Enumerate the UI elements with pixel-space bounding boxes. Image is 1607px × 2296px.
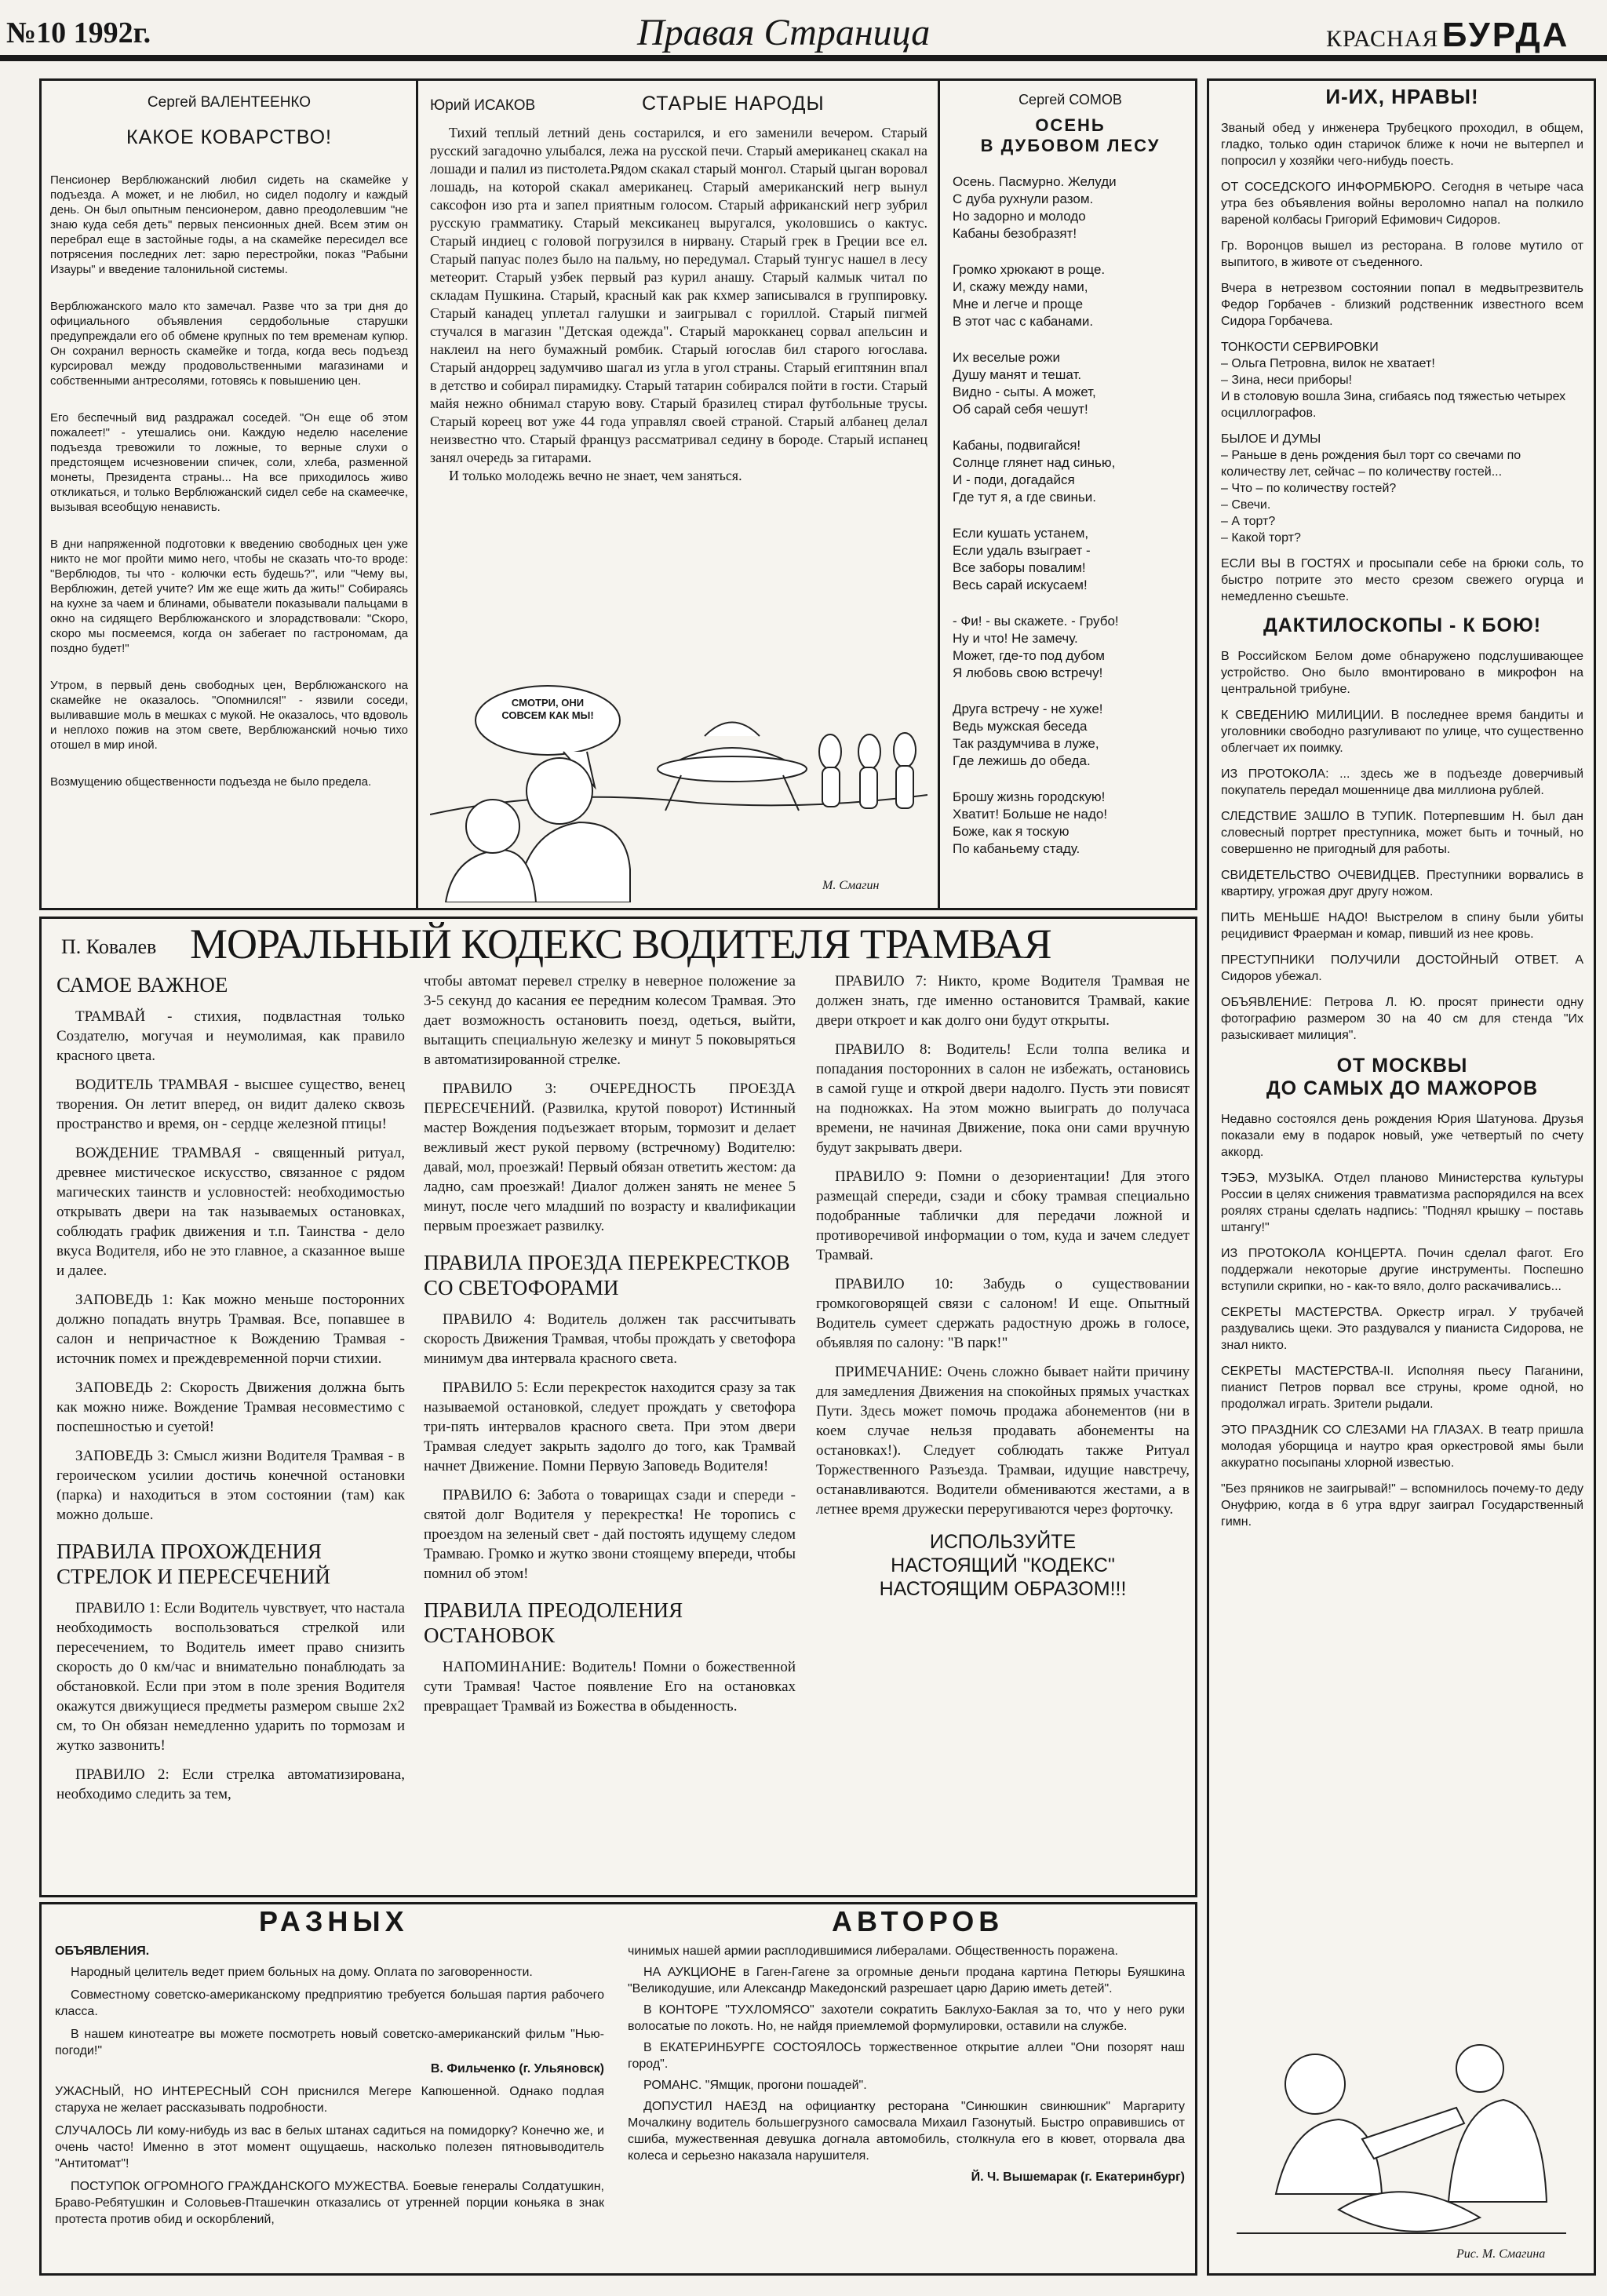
paragraph: "Без пряников не заигрывай!" – вспомнилось почему-то деду Онуфрию, когда в 6 утра вдруг заиграл Государственный гимн.	[1221, 1482, 1583, 1529]
paragraph: Званый обед у инженера Трубецкого проходил, в общем, гладко, только один старичок ближе к ночи не вытерпел и попросил у хозяйки чего-нибудь поесть.	[1221, 122, 1583, 168]
paragraph: ТОНКОСТИ СЕРВИРОВКИ – Ольга Петровна, вилок не хватает! – Зина, неси приборы! И в столовую вошла Зина, сгибаясь под тяжестью четырех осциллографов.	[1221, 341, 1566, 420]
paragraph: В нашем кинотеатре вы можете посмотреть новый советско-американский фильм "Нью-погоди!"	[55, 2028, 604, 2057]
paragraph: ЗАПОВЕДЬ 3: Смысл жизни Водителя Трамвая - в героическом усилии достичь конечной остановки (парка) и находиться в этом состоянии (там) как можно дольше.	[56, 1448, 405, 1523]
paragraph: ПРИМЕЧАНИЕ: Очень сложно бывает найти причину для замедления Движения на спокойных прямых участках Пути. Здесь может помочь продажа абонементов (ни в коем случае нельзя продавать абонементы на остановках!). Следует соблюдать также Ритуал Торжественного Разъезда. Трамваи, идущие навстречу, останавливаются. Водители обмениваются жестами, а в летнее время дружески переругиваются через форточку.	[816, 1364, 1190, 1518]
kodeks-slogan: ИСПОЛЬЗУЙТЕ НАСТОЯЩИЙ "КОДЕКС" НАСТОЯЩИМ ОБРАЗОМ!!!	[879, 1531, 1127, 1600]
kodeks-title: МОРАЛЬНЫЙ КОДЕКС ВОДИТЕЛЯ ТРАМВАЯ	[190, 920, 1051, 968]
stanza: Осень. Пасмурно. Желуди С дуба рухнули разом. Но задорно и молодо Кабаны безобразят!	[953, 174, 1117, 241]
stanza: Громко хрюкают в роще. И, скажу между нами, Мне и легче и проще В этот час с кабанами.	[953, 262, 1106, 329]
poem-somov	[953, 91, 1188, 876]
divider-1	[416, 78, 418, 910]
poem-stanzas	[953, 173, 1188, 858]
paper-name	[1326, 16, 1569, 55]
paragraph: ПРАВИЛО 10: Забудь о существовании громкоговорящей связи с салоном! И еще. Опытный Водитель сумеет сдержать радостную дрожь в голосе, объявляя по салону: "В парк!"	[816, 1276, 1190, 1351]
cartoon-musicians-drawing	[1221, 2014, 1583, 2269]
paragraph: РОМАНС. "Ямщик, прогони пошадей".	[643, 2079, 867, 2092]
paragraph: ПРАВИЛО 5: Если перекресток находится сразу за так называемой остановкой, следует прождать у светофора три-пять интервалов красного света. При этом двери Трамвая следует закрыть задолго до того, как Трамвай начнет Движение. Помни Первую Заповедь Водителя!	[424, 1379, 796, 1474]
paragraph: ЗАПОВЕДЬ 1: Как можно меньше посторонних должно попадать внутрь Трамвая. Все, попавшее в салон и непричастное к Вождению Трамвая - источник помех и преждевременной порчи стихии.	[56, 1292, 405, 1367]
article-isakov	[430, 93, 927, 494]
paragraph: ВОДИТЕЛЬ ТРАМВАЯ - высшее существо, венец творения. Он летит вперед, он видит далеко сквозь пространство и время, он - сердце железной птицы!	[56, 1077, 405, 1132]
paragraph: Гр. Воронцов вышел из ресторана. В голове мутило от выпитого, в животе от съеденного.	[1221, 239, 1583, 269]
paragraph: ТРАМВАЙ - стихия, подвластная только Создателю, могучая и неумолимая, как правило красного цвета.	[56, 1008, 405, 1064]
paragraph: ПРАВИЛО 9: Помни о дезориентации! Для этого размещай спереди, сзади и сбоку трамвая специально подобранные таблички для передачи ложной и противоречивой информации о том, куда и зачем следует Трамвай.	[816, 1168, 1190, 1263]
paragraph: ОБЪЯВЛЕНИЕ: Петрова Л. Ю. просят принести одну фотографию размером 30 на 40 см для стенда "Их разыскивает милиция".	[1221, 996, 1583, 1042]
bottom-col-left	[55, 1943, 604, 2268]
paragraph: СВИДЕТЕЛЬСТВО ОЧЕВИДЦЕВ. Преступники ворвались в квартиру, угрожая друг другу ножом.	[1221, 869, 1583, 898]
paragraph: Тихий теплый летний день состарился, и его заменили вечером. Старый русский загадочно улыбался, лежа на русской печи. Старый американец скакал на лошади и палил из пистолета.Рядом скакал старый монгол. Старый цыган воровал лошадь, на которой скакал американец. Старый американский негр вынул саксофон изо рта и запел приятным голосом. Старый африканский негр зубрил русскую грамматику. Старый мексиканец выругался, уколовшись о кактус. Старый индиец с головой погрузился в нирвану. Старый грек в Греции все ел. Старый папуас полез было на пальму, но передумал. Старый тунгус нашел в лесу метеорит. Старый узбек первый раз курил анашу. Старый калмык читал по складам Пушкина. Старый, красный как рак кхмер записывался в группировку. Старый канадец уплетал галушки и заигрывал с гориллой. Старый пигмей стучался в магазин "Детская одежда". Старый марокканец сорвал апельсин и наклеил на него бумажный ромбик. Старый югослав бил старого югослава. Старый андоррец задумчиво шагал из угла в угол страны. Старый египтянин впал в детство и собирал пирамидку. Старый татарин собирался пойти в гости. Старый майя нежно обнимал старую вову. Старый бразилец стирал футбольные трусы. Старый кореец вот уже 44 года управлял своей страной. Старый албанец делал неизвестно что. Старый француз рассматривал седину в бороде. Старый испанец занял очередь за гитарами.	[430, 125, 927, 465]
masthead-rule	[0, 55, 1607, 61]
bottom-col-right	[628, 1943, 1185, 2268]
paragraph: Возмущению общественности подъезда не было предела.	[50, 775, 372, 789]
paragraph: Народный целитель ведет прием больных на дому. Оплата по заговоренности.	[71, 1966, 533, 1979]
paragraph: ПРАВИЛО 7: Никто, кроме Водителя Трамвая не должен знать, где именно остановится Трамвай, какие двери откроет и как долго они будут открыты.	[816, 973, 1190, 1029]
paragraph: Вчера в нетрезвом состоянии попал в медвытрезвитель Федор Горбачев - близкий родственник известного всем Сидора Горбачева.	[1221, 282, 1583, 328]
page-name: Правая Страница	[637, 12, 931, 53]
paragraph: ПРАВИЛО 2: Если стрелка автоматизирована, необходимо следить за тем,	[56, 1766, 405, 1802]
author-isakov: Юрий ИСАКОВ	[430, 97, 536, 114]
paragraph: чинимых нашей армии расплодившимися либералами. Общественность поражена.	[628, 1944, 1118, 1958]
paragraph: БЫЛОЕ И ДУМЫ – Раньше в день рождения был торт со свечами по количеству лет, сейчас – по количеству гостей... – Что – по количеству гостей? – Свечи. – А торт? – Какой торт?	[1221, 432, 1521, 545]
paragraph: ЭТО ПРАЗДНИК СО СЛЕЗАМИ НА ГЛАЗАХ. В театр пришла молодая уборщица и наутро края оркестровой ямы были аккуратно посыпаны хлорной известью.	[1221, 1423, 1583, 1470]
stanza: Их веселые рожи Душу манят и тешат. Видно - сыты. А может, Об сарай себя чешут!	[953, 350, 1096, 417]
stanza: Если кушать устанем, Если удаль взыграет - Все заборы повалим! Весь сарай искусаем!	[953, 526, 1091, 592]
kodeks-header	[50, 920, 1188, 967]
paragraph: В Российском Белом доме обнаружено подслушивающее устройство. Оно было вмонтировано в микрофон на центральной трибуне.	[1221, 650, 1583, 696]
heading-strelki: ПРАВИЛА ПРОХОЖДЕНИЯ СТРЕЛОК И ПЕРЕСЕЧЕНИЙ	[56, 1540, 331, 1588]
paragraph: чтобы автомат перевел стрелку в неверное положение за 3-5 секунд до касания ее передним колесом Трамвая. Это дает возможность остановить поезд, одеться, выйти, вытащить специальную железку и минут 5 поковыряться в автоматизированной стрелке.	[424, 973, 796, 1068]
paragraph: ВОЖДЕНИЕ ТРАМВАЯ - священный ритуал, древнее мистическое искусство, связанное с рядом магических таинств и условностей: необходимостью открывать двери на так называемых остановках, соблюдать график движения и т.п. Таинства - дело вкуса Водителя, ибо не это главное, а сказанное выше и далее.	[56, 1145, 405, 1279]
paragraph: ПРАВИЛО 6: Забота о товарищах сзади и спереди - святой долг Водителя у перекрестка! Не торопись с проездом на зеленый свет - дай постоять идущему следом Трамваю. Громко и жутко звони стоящему впереди, чтобы помнил об этом!	[424, 1487, 796, 1582]
divider-2	[938, 78, 940, 910]
paragraph: ПРАВИЛО 4: Водитель должен так рассчитывать скорость Движения Трамвая, чтобы прождать у светофора минимум два интервала красного света.	[424, 1311, 796, 1367]
paragraph: Верблюжанского мало кто замечал. Разве что за три дня до официального объявления сердобольные старушки предупреждали его об обмене крупных по тем временам купюр. Он сохранил верность скамейке и тогда, когда весь подъезд курсировал между продовольственными магазинами и собственными антресолями, готовясь к повышению цен.	[50, 300, 408, 388]
right-column	[1221, 85, 1583, 2266]
paragraph: СЛУЧАЛОСЬ ЛИ кому-нибудь из вас в белых штанах садиться на помидорку? Конечно же, и очень часто! Именно в этот момент ощущаешь, насколько полезен пятновыводитель "Антитомат"!	[55, 2124, 604, 2170]
heading-avtorov: АВТОРОВ	[832, 1905, 1004, 1937]
kodeks-col-c	[816, 971, 1190, 1890]
paragraph: ПИТЬ МЕНЬШЕ НАДО! Выстрелом в спину были убиты рецидивист Фраерман и комар, пивший из нее кровь.	[1221, 911, 1583, 941]
author-somov: Сергей СОМОВ	[1018, 92, 1122, 108]
cartoon-bubble: СМОТРИ, ОНИ СОВСЕМ КАК МЫ!	[501, 697, 594, 721]
kodeks-col-b	[424, 971, 796, 1890]
paragraph: ТЭБЭ, МУЗЫКА. Отдел планово Министерства культуры России в целях снижения травматизма распорядился на всех роялях страны сделать надпись: "Поднял крышку – поставь штангу!"	[1221, 1172, 1583, 1234]
heading-ostanovki: ПРАВИЛА ПРЕОДОЛЕНИЯ ОСТАНОВОК	[424, 1598, 683, 1647]
paragraph: УЖАСНЫЙ, НО ИНТЕРЕСНЫЙ СОН приснился Мегере Капюшенной. Однако подлая старуха не желает рассказывать подробности.	[55, 2085, 604, 2115]
kodeks-col-a	[56, 971, 405, 1890]
title-somov-1: ОСЕНЬ	[1035, 115, 1106, 135]
title-isakov: СТАРЫЕ НАРОДЫ	[642, 93, 825, 115]
paragraph: Недавно состоялся день рождения Юрия Шатунова. Друзья показали ему в подарок новый, уже четвертый по счету аккорд.	[1221, 1113, 1583, 1159]
paragraph: ДОПУСТИЛ НАЕЗД на официантку ресторана "Синюшкин свинюшник" Маргариту Мочалкину водитель большегрузного самосвала Михаил Газонутый. Быстро оправившись от сшиба, мужественная девушка догнала автомобиль, столкнула его в кювет, оторвала два колеса и серьезно наказала нарушителя.	[628, 2100, 1185, 2163]
stanza: - Фи! - вы скажете. - Грубо! Ну и что! Не замечу. Может, где-то под дубом Я любовь свою встречу!	[953, 614, 1119, 680]
heading-samoe-vazhnoe: САМОЕ ВАЖНОЕ	[56, 973, 228, 997]
kodeks-author: П. Ковалев	[61, 935, 157, 958]
paper-name-red: КРАСНАЯ	[1326, 26, 1439, 52]
heading-daktiloskopy: ДАКТИЛОСКОПЫ - К БОЮ!	[1263, 614, 1542, 636]
heading-ot-moskvy-1: ОТ МОСКВЫ	[1336, 1055, 1468, 1077]
article-valentenko	[50, 93, 408, 901]
stanza: Кабаны, подвигайся! Солнце глянет над синью, И - поди, догадайся Где тут я, а где свиньи.	[953, 438, 1116, 505]
cartoon-ufo-drawing	[430, 634, 927, 902]
signature-filchenko: В. Фильченко (г. Ульяновск)	[430, 2062, 604, 2076]
ads-label: ОБЪЯВЛЕНИЯ.	[55, 1944, 150, 1958]
stanza: Друга встречу - не хуже! Ведь мужская беседа Так раздумчива в луже, Где лежишь до обеда.	[953, 702, 1103, 768]
heading-svetofory: ПРАВИЛА ПРОЕЗДА ПЕРЕКРЕСТКОВ СО СВЕТОФОРАМИ	[424, 1251, 790, 1299]
paragraph: ПРАВИЛО 3: ОЧЕРЕДНОСТЬ ПРОЕЗДА ПЕРЕСЕЧЕНИЙ. (Развилка, крутой поворот) Истинный мастер Вождения подъезжает вторым, тормозит и делает вежливый жест рукой первому (встречному) Водителю: давай, мол, проезжай! Первый обязан ответить жестом: да ладно, сам проезжай! Диалог должен занять не менее 5 минут, после чего младший по возрасту и квалификации первым проезжает развилку.	[424, 1081, 796, 1234]
heading-raznykh: РАЗНЫХ	[259, 1905, 409, 1937]
paragraph: ЕСЛИ ВЫ В ГОСТЯХ и просыпали себе на брюки соль, то быстро потрите это место срезом свежего огурца и немедленно съешьте.	[1221, 557, 1583, 603]
heading-ot-moskvy-2: ДО САМЫХ ДО МАЖОРОВ	[1266, 1077, 1539, 1099]
paragraph: НАПОМИНАНИЕ: Водитель! Помни о божественной сути Трамвая! Частое появление Его на остановках превращает Трамвай из Божества в обыденность.	[424, 1659, 796, 1715]
paragraph: Утром, в первый день свободных цен, Верблюжанского на скамейке не оказалось. "Опомнился!" - язвили соседи, выливавшие моль в мешках с мукой. Не оказалось, что вдоволь и неплохо пожив на этом свете, Верблюжанский ночью тихо отошел в мир иной.	[50, 679, 408, 752]
paragraph: В дни напряженной подготовки к введению свободных цен уже никто не мог пройти мимо него, чтобы не сказать что-то вроде: "Верблюдов, ты что - колючки есть будешь?", или "Чему вы, Верблюжин, детей учите? Им же еще жить да жить!" Собираясь на кухне за чаем и блинами, обыватели показывали пальцами в окно на сидящего Верблюжанского и злорадствовали: "Скоро, скоро мы посмеемся, когда он забегает по гастрономам, да поздно будет!"	[50, 538, 408, 655]
heading-nravy: И-ИХ, НРАВЫ!	[1325, 85, 1479, 108]
issue-number: №10 1992г.	[6, 16, 151, 49]
paragraph: НА АУКЦИОНЕ в Гаген-Гагене за огромные деньги продана картина Петюры Буяшкина "Великодушие, или Александр Македонский разрешает царю Дарию иметь детей".	[628, 1966, 1185, 1995]
title-somov-2: В ДУБОВОМ ЛЕСУ	[980, 136, 1161, 155]
paragraph: Его беспечный вид раздражал соседей. "Он еще об этом пожалеет!" - утешались они. Каждую неделю население подъезда тревожили то ложные, то верные слухи о предстоящем исчезновении спичек, соли, хлеба, разменной монеты, Президента страны... На все приходилось живо откликаться, и только Верблюжанский сидел себе на скамеечке, вызывая всеобщую ненависть.	[50, 411, 408, 514]
paragraph: ИЗ ПРОТОКОЛА: ... здесь же в подъезде доверчивый покупатель передал мошеннице два миллиона рублей.	[1221, 767, 1583, 797]
paper-name-burda: БУРДА	[1441, 16, 1570, 54]
stanza: Брошу жизнь городскую! Хватит! Больше не надо! Боже, как я тоскую По кабаньему стаду.	[953, 789, 1108, 856]
paragraph: Пенсионер Верблюжанский любил сидеть на скамейке у подъезда. А может, и не любил, но сидел подолгу и каждый день. Он был опытным пенсионером, давно преодолевшим "не знаю куда себя деть" первых пенсионных дней. Всем этим он перебрал еще в застойные годы, а на скамейке пересидел все потрясения последних лет: зарю перестройки, показ "Рабыни Изауры" и введение талонильной системы.	[50, 173, 408, 276]
paragraph: СЛЕДСТВИЕ ЗАШЛО В ТУПИК. Потерпевшим Н. был дан словесный портрет преступника, может быть и точный, но совершенно не пригодный для работы.	[1221, 810, 1583, 856]
paragraph: ПОСТУПОК ОГРОМНОГО ГРАЖДАНСКОГО МУЖЕСТВА. Боевые генералы Солдатушкин, Браво-Ребятушкин и Соловьев-Пташечкин отказались от утренней порции коньяка в знак протеста против обид и оскорблений,	[55, 2180, 604, 2226]
paragraph: ЗАПОВЕДЬ 2: Скорость Движения должна быть как можно ниже. Вождение Трамвая несовместимо с поспешностью и суетой!	[56, 1379, 405, 1435]
paragraph: СЕКРЕТЫ МАСТЕРСТВА-II. Исполняя пьесу Паганини, пианист Петров порвал все струны, кроме одной, но продолжал играть. Зрители рыдали.	[1221, 1365, 1583, 1411]
author-valentenko: Сергей ВАЛЕНТЕЕНКО	[147, 94, 312, 111]
title-valentenko: КАКОЕ КОВАРСТВО!	[126, 126, 332, 148]
paragraph: В ЕКАТЕРИНБУРГЕ СОСТОЯЛОСЬ торжественное открытие аллеи "Они позорят наш город".	[628, 2041, 1185, 2071]
cartoon-credit: М. Смагин	[822, 879, 880, 892]
paragraph: ПРАВИЛО 8: Водитель! Если толпа велика и попадания посторонних в салон не избежать, остановись в самой гуще и открой двери надолго. Пусть эти повисят на подножках. На этом можно выиграть до получаса времени, не начиная Движение, пока они сами вручную будут закрывать двери.	[816, 1041, 1190, 1156]
paragraph: ИЗ ПРОТОКОЛА КОНЦЕРТА. Почин сделал фагот. Его поддержали некоторые другие инструменты. Поспешно вступили скрипки, но - как-то вяло, долго раскачивались...	[1221, 1247, 1583, 1293]
cartoon-ufo	[430, 634, 927, 902]
paragraph: К СВЕДЕНИЮ МИЛИЦИИ. В последнее время бандиты и уголовники свободно разгуливают по улице, что существенно облегчает их поимку.	[1221, 709, 1583, 755]
paragraph: Совместному советско-американскому предприятию требуется большая партия рабочего класса.	[55, 1988, 604, 2018]
paragraph: ОТ СОСЕДСКОГО ИНФОРМБЮРО. Сегодня в четыре часа утра без объявления войны вероломно напал на полкило вареной колбасы Григорий Ефимович Сидоров.	[1221, 180, 1583, 227]
paragraph: И только молодежь вечно не знает, чем заняться.	[449, 468, 742, 483]
paragraph: В КОНТОРЕ "ТУХЛОМЯСО" захотели сократить Баклухо-Баклая за то, что у него руки волосатые по локоть. Но, не найдя приемлемой формулировки, оставили на службе.	[628, 2003, 1185, 2033]
paragraph: СЕКРЕТЫ МАСТЕРСТВА. Оркестр играл. У трубачей раздувались щеки. Это раздувался у пианиста Сидорова, не знал никто.	[1221, 1306, 1583, 1352]
cartoon-musicians	[1221, 2014, 1583, 2269]
signature-vyshemarak: Й. Ч. Вышемарак (г. Екатеринбург)	[971, 2170, 1185, 2184]
cartoon-musicians-credit: Рис. М. Смагина	[1456, 2247, 1546, 2261]
paragraph: ПРЕСТУПНИКИ ПОЛУЧИЛИ ДОСТОЙНЫЙ ОТВЕТ. А Сидоров убежал.	[1221, 953, 1583, 983]
paragraph: ПРАВИЛО 1: Если Водитель чувствует, что настала необходимость воспользоваться стрелкой или пересечением, то Водитель имеет право снизить скорость до 0 км/час и внимательно понаблюдать за обстановкой. Если при этом в поле зрения Водителя окажутся движущиеся предметы размером свыше 2х2 см, то Он обязан немедленно ударить по тормозам и жутко зазвонить!	[56, 1600, 405, 1754]
